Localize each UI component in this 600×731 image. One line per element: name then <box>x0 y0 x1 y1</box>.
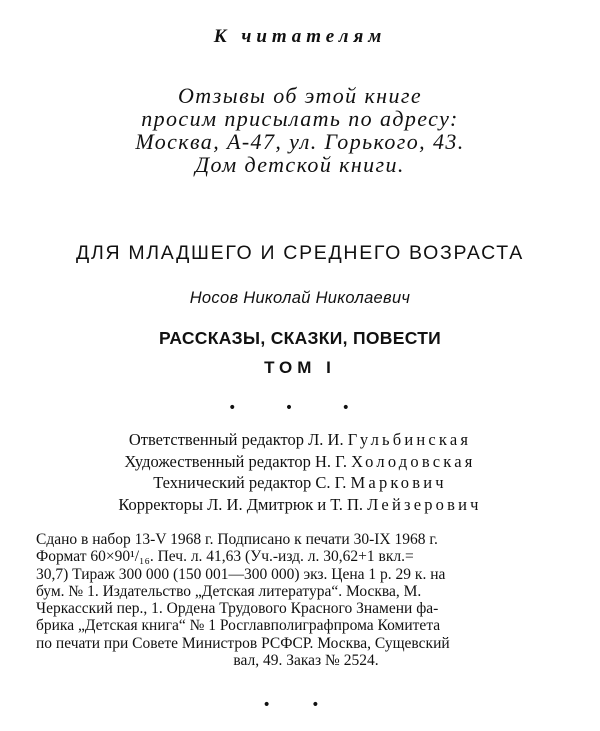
credits-block <box>0 429 600 515</box>
imprint-line: Формат 60×90¹/₁₆. Печ. л. 41,63 (Уч.-изд. л. 30,62+1 вкл.= <box>36 548 414 566</box>
print-imprint-block <box>36 531 576 669</box>
to-reader-line: Отзывы об этой книге <box>177 83 423 108</box>
credit-row <box>0 451 600 473</box>
volume-label: ТОМ I <box>264 358 336 377</box>
book-title: РАССКАЗЫ, СКАЗКИ, ПОВЕСТИ <box>158 328 442 348</box>
credit-name: Лейзерович <box>367 494 482 514</box>
imprint-line: Черкасский пер., 1. Ордена Трудового Красного Знамени фа- <box>36 600 439 618</box>
credit-name: Маркович <box>350 473 447 492</box>
imprint-line: бум. № 1. Издательство „Детская литература“. Москва, М. <box>36 582 422 600</box>
to-reader-line: просим присылать по адресу: <box>141 106 459 131</box>
credit-role: Корректоры Л. И. Дмитрюк и Т. П. <box>118 494 364 514</box>
imprint-line: по печати при Совете Министров РСФСР. Москва, Сущевский <box>36 634 450 652</box>
separator-dots: • • • <box>228 400 372 416</box>
credit-role: Художественный редактор Н. Г. <box>124 451 347 471</box>
imprint-line: брика „Детская книга“ № 1 Росглавполиграфпрома Комитета <box>36 617 441 635</box>
to-reader-line: Дом детской книги. <box>195 152 405 177</box>
credit-row <box>0 472 600 494</box>
separator-dots-bottom: • • <box>262 697 338 713</box>
imprint-line: 30,7) Тираж 300 000 (150 001—300 000) экз. Цена 1 р. 29 к. на <box>36 565 446 583</box>
to-reader-line: Москва, А-47, ул. Горького, 43. <box>135 129 465 154</box>
credit-row <box>0 494 600 516</box>
credit-role: Технический редактор С. Г. <box>153 473 347 492</box>
author-name: Носов Николай Николаевич <box>189 289 411 307</box>
imprint-line: Сдано в набор 13-V 1968 г. Подписано к печати 30-IX 1968 г. <box>36 531 438 548</box>
age-group-label: ДЛЯ МЛАДШЕГО И СРЕДНЕГО ВОЗРАСТА <box>76 242 524 264</box>
to-reader-address-block <box>0 84 600 176</box>
credit-row <box>0 429 600 451</box>
credit-role: Ответственный редактор Л. И. <box>128 430 344 449</box>
credit-name: Гульбинская <box>347 430 472 449</box>
to-reader-heading: К читателям <box>213 26 387 47</box>
credit-name: Холодовская <box>351 451 476 471</box>
imprint-line: вал, 49. Заказ № 2524. <box>233 652 379 670</box>
